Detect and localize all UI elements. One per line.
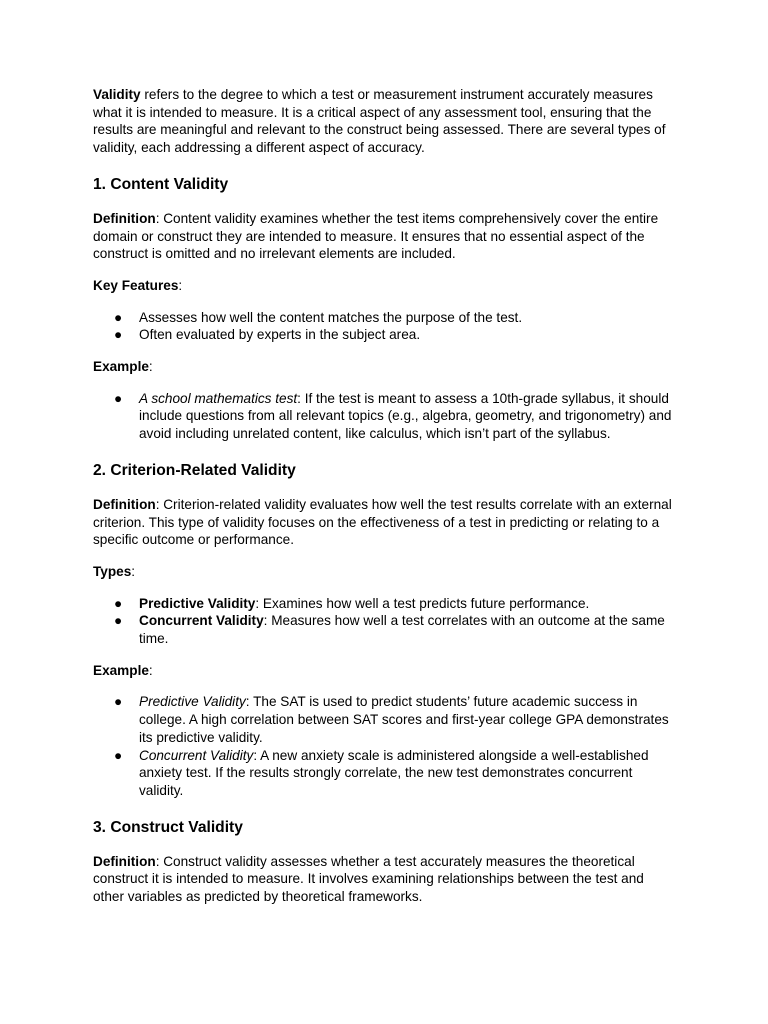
- example-list: [93, 693, 678, 799]
- types-list: [93, 595, 678, 648]
- example-label: Example:: [93, 359, 153, 375]
- definition-text: : Content validity examines whether the test items comprehensively cover the entire domain or construct they are intended to measure. It ensures that no essential aspect of the construct is omitted and no irrelevant elements are included.: [93, 210, 659, 262]
- list-item: [93, 612, 678, 647]
- section-heading-content-validity: 1. Content Validity: [93, 175, 229, 193]
- type-name: Concurrent Validity: [139, 613, 264, 629]
- list-item: [93, 747, 678, 800]
- type-text: : Measures how well a test correlates with an outcome at the same time.: [139, 613, 665, 647]
- example-text: : The SAT is used to predict students’ future academic success in college. A high correlation between SAT scores and first-year college GPA demonstrates its predictive validity.: [139, 694, 669, 745]
- example-label: Example:: [93, 662, 153, 678]
- bullet-icon: ●: [114, 613, 123, 629]
- example-title: Predictive Validity: [139, 694, 246, 710]
- definition-text: : Construct validity assesses whether a test accurately measures the theoretical construct it is intended to measure. It involves examining relationships between the test and other variables as predicted by theoretical frameworks.: [93, 853, 644, 905]
- list-item: [93, 390, 678, 443]
- intro-text: refers to the degree to which a test or measurement instrument accurately measures what it is intended to measure. It is a critical aspect of any assessment tool, ensuring that the results are meaningful and relevant to the construct being assessed. There are several types of validity, each addressing a different aspect of accuracy.: [93, 87, 666, 156]
- key-features-label: Key Features:: [93, 277, 183, 293]
- bullet-icon: ●: [114, 694, 123, 710]
- intro-term: Validity: [93, 87, 141, 102]
- list-item: [93, 595, 678, 613]
- type-text: : Examines how well a test predicts future performance.: [255, 595, 590, 611]
- definition-label: Definition: [93, 853, 156, 869]
- list-item: [93, 693, 678, 746]
- bullet-icon: ●: [114, 390, 123, 406]
- section-heading-construct-validity: 3. Construct Validity: [93, 818, 243, 836]
- section-heading-criterion-related-validity: 2. Criterion-Related Validity: [93, 461, 296, 479]
- example-text: : A new anxiety scale is administered alongside a well-established anxiety test. If the results strongly correlate, the new test demonstrates concurrent validity.: [139, 747, 649, 798]
- bullet-icon: ●: [114, 309, 123, 325]
- example-title: Concurrent Validity: [139, 747, 254, 763]
- types-label: Types:: [93, 563, 136, 579]
- definition-label: Definition: [93, 210, 156, 226]
- key-features-list: [93, 309, 678, 344]
- bullet-icon: ●: [114, 327, 123, 343]
- example-list: [93, 390, 678, 443]
- type-name: Predictive Validity: [139, 595, 256, 611]
- example-text: : If the test is meant to assess a 10th-grade syllabus, it should include questions from all relevant topics (e.g., algebra, geometry, and trigonometry) and avoid including unrelated content, like calculus, which isn’t part of the syllabus.: [139, 390, 672, 442]
- definition-text: : Criterion-related validity evaluates how well the test results correlate with an external criterion. This type of validity focuses on the effectiveness of a test in predicting or relating to a specific outcome or performance.: [93, 496, 672, 548]
- example-title: A school mathematics test: [139, 390, 298, 406]
- intro-paragraph: [93, 86, 678, 157]
- definition-paragraph: [93, 210, 678, 263]
- list-item: ● Assesses how well the content matches the purpose of the test.: [114, 309, 523, 325]
- definition-paragraph: [93, 496, 678, 549]
- definition-label: Definition: [93, 496, 156, 512]
- list-item: ● Often evaluated by experts in the subject area.: [114, 327, 421, 343]
- bullet-icon: ●: [114, 595, 123, 611]
- document-page: [93, 86, 678, 920]
- bullet-icon: ●: [114, 747, 123, 763]
- definition-paragraph: [93, 853, 678, 906]
